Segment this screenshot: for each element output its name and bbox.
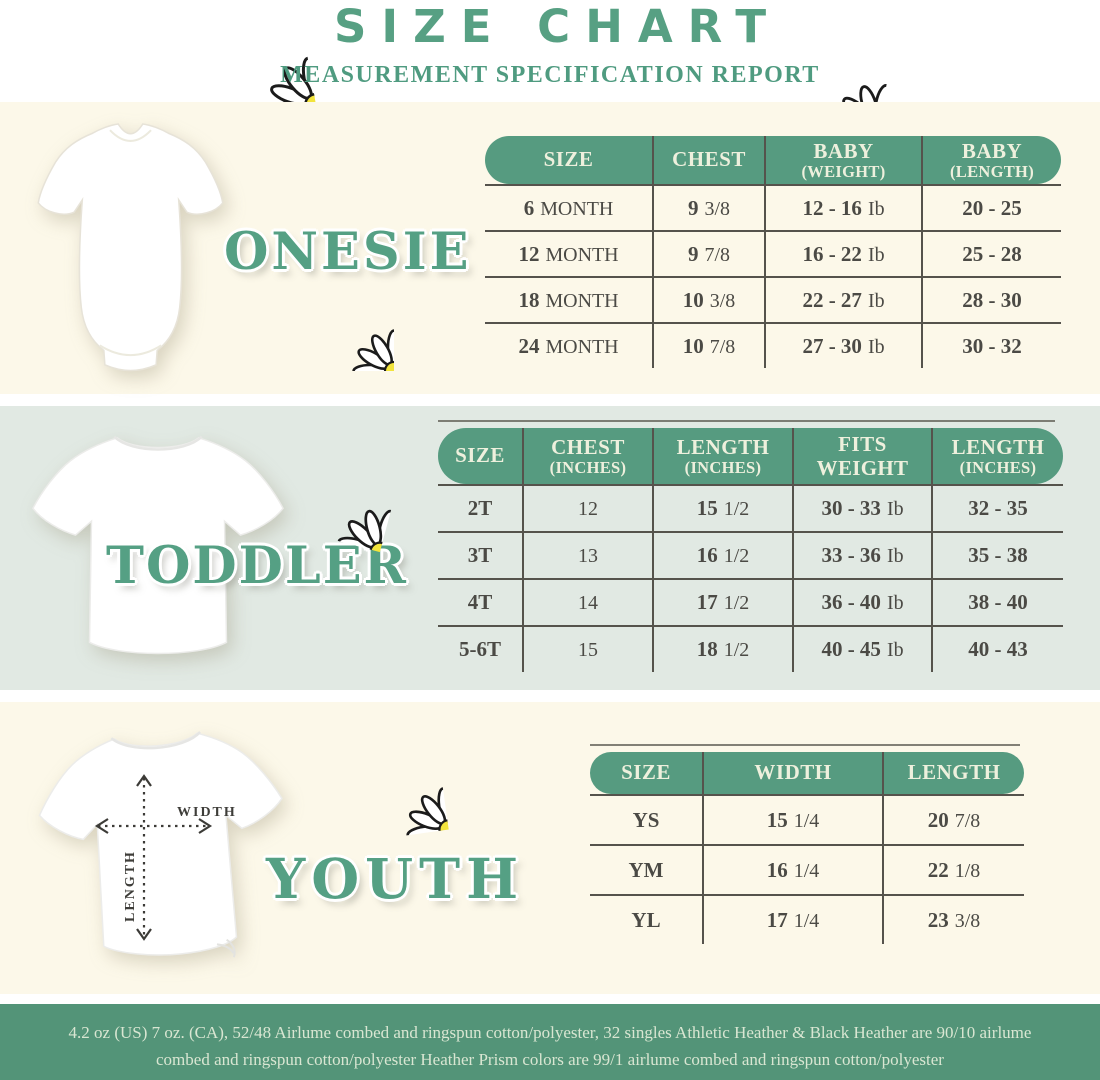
daisy-icon	[349, 742, 448, 841]
table-cell: 16 1/4	[702, 844, 882, 894]
table-cell: 40 - 45 Ib	[792, 625, 931, 672]
column-header-size: SIZE	[438, 428, 522, 484]
fabric-note: 4.2 oz (US) 7 oz. (CA), 52/48 Airlume combed and ringspun cotton/polyester, 32 singles Athletic Heather & Black Heather are 90/10 airlume combed and ringspun cotton/polyester Heather Prism colors are 99/1 airlume combed and ringspun cotton/polyester	[68, 1023, 1032, 1070]
header-row	[590, 752, 1024, 794]
daisy-icon	[308, 285, 394, 371]
table-cell: 3T	[438, 531, 522, 578]
column-header-size: SIZE	[590, 752, 702, 794]
table-cell: 24 MONTH	[485, 322, 652, 368]
table-cell: 12	[522, 484, 652, 531]
table-cell: 18 1/2	[652, 625, 792, 672]
onesie-image	[28, 106, 233, 388]
column-header-fits-weight: FITS WEIGHT	[792, 428, 931, 484]
table-cell: 12 - 16 Ib	[764, 184, 921, 230]
table-cell: 35 - 38	[931, 531, 1063, 578]
page-title: SIZE CHART	[333, 0, 782, 53]
table-cell: 16 1/2	[652, 531, 792, 578]
column-header-baby-weight: BABY (WEIGHT)	[764, 136, 921, 184]
table-cell: 17 1/2	[652, 578, 792, 625]
table-cell: 20 7/8	[882, 794, 1024, 844]
table-top-rule	[590, 744, 1020, 746]
table-row	[438, 531, 1063, 578]
table-row	[590, 844, 1024, 894]
table-cell: 15 1/4	[702, 794, 882, 844]
table-cell: 40 - 43	[931, 625, 1063, 672]
table-cell: 22 1/8	[882, 844, 1024, 894]
table-cell: YM	[590, 844, 702, 894]
table-cell: 5-6T	[438, 625, 522, 672]
onesie-title: ONESIE	[224, 222, 472, 282]
youth-size-table	[590, 752, 1024, 944]
column-header-length2: LENGTH (INCHES)	[931, 428, 1063, 484]
toddler-table-container	[438, 428, 1063, 672]
table-row	[438, 578, 1063, 625]
header-row	[485, 136, 1061, 184]
table-cell: 17 1/4	[702, 894, 882, 944]
table-cell: YS	[590, 794, 702, 844]
table-cell: 2T	[438, 484, 522, 531]
table-cell: 22 - 27 Ib	[764, 276, 921, 322]
table-row	[485, 322, 1061, 368]
table-cell: 15	[522, 625, 652, 672]
page-subtitle: MEASUREMENT SPECIFICATION REPORT	[280, 62, 820, 88]
toddler-title: TODDLER	[106, 536, 408, 596]
table-cell: 28 - 30	[921, 276, 1061, 322]
table-top-rule	[438, 420, 1055, 422]
toddler-section	[0, 406, 1100, 690]
table-row	[438, 484, 1063, 531]
footer	[0, 1004, 1100, 1080]
table-cell: 18 MONTH	[485, 276, 652, 322]
table-cell: 30 - 33 Ib	[792, 484, 931, 531]
table-cell: 38 - 40	[931, 578, 1063, 625]
header-row	[438, 428, 1063, 484]
column-header-chest: CHEST (INCHES)	[522, 428, 652, 484]
table-row	[485, 276, 1061, 322]
table-cell: 36 - 40 Ib	[792, 578, 931, 625]
table-cell: 15 1/2	[652, 484, 792, 531]
width-label: WIDTH	[177, 805, 237, 820]
table-cell: 12 MONTH	[485, 230, 652, 276]
column-header-length: LENGTH (INCHES)	[652, 428, 792, 484]
table-cell: 9 7/8	[652, 230, 764, 276]
column-header-chest: CHEST	[652, 136, 764, 184]
table-cell: 23 3/8	[882, 894, 1024, 944]
onesie-section	[0, 102, 1100, 394]
table-row	[438, 625, 1063, 672]
table-cell: YL	[590, 894, 702, 944]
table-cell: 25 - 28	[921, 230, 1061, 276]
table-cell: 32 - 35	[931, 484, 1063, 531]
onesie-table-container	[485, 136, 1061, 368]
table-row	[485, 230, 1061, 276]
youth-section	[0, 702, 1100, 994]
youth-shirt-image	[24, 704, 298, 990]
table-cell: 33 - 36 Ib	[792, 531, 931, 578]
table-cell: 10 7/8	[652, 322, 764, 368]
table-cell: 9 3/8	[652, 184, 764, 230]
table-row	[590, 794, 1024, 844]
table-row	[590, 894, 1024, 944]
table-cell: 27 - 30 Ib	[764, 322, 921, 368]
table-row	[485, 184, 1061, 230]
table-cell: 20 - 25	[921, 184, 1061, 230]
table-cell: 16 - 22 Ib	[764, 230, 921, 276]
table-cell: 4T	[438, 578, 522, 625]
onesie-size-table	[485, 136, 1061, 368]
toddler-size-table	[438, 428, 1063, 672]
table-cell: 6 MONTH	[485, 184, 652, 230]
column-header-width: WIDTH	[702, 752, 882, 794]
table-cell: 10 3/8	[652, 276, 764, 322]
table-cell: 14	[522, 578, 652, 625]
table-cell: 13	[522, 531, 652, 578]
youth-title: YOUTH	[266, 846, 525, 911]
column-header-size: SIZE	[485, 136, 652, 184]
table-cell: 30 - 32	[921, 322, 1061, 368]
length-label: LENGTH	[123, 850, 138, 922]
hero-header	[0, 0, 1100, 102]
column-header-baby-length: BABY (LENGTH)	[921, 136, 1061, 184]
column-header-length: LENGTH	[882, 752, 1024, 794]
youth-table-container	[590, 752, 1024, 944]
